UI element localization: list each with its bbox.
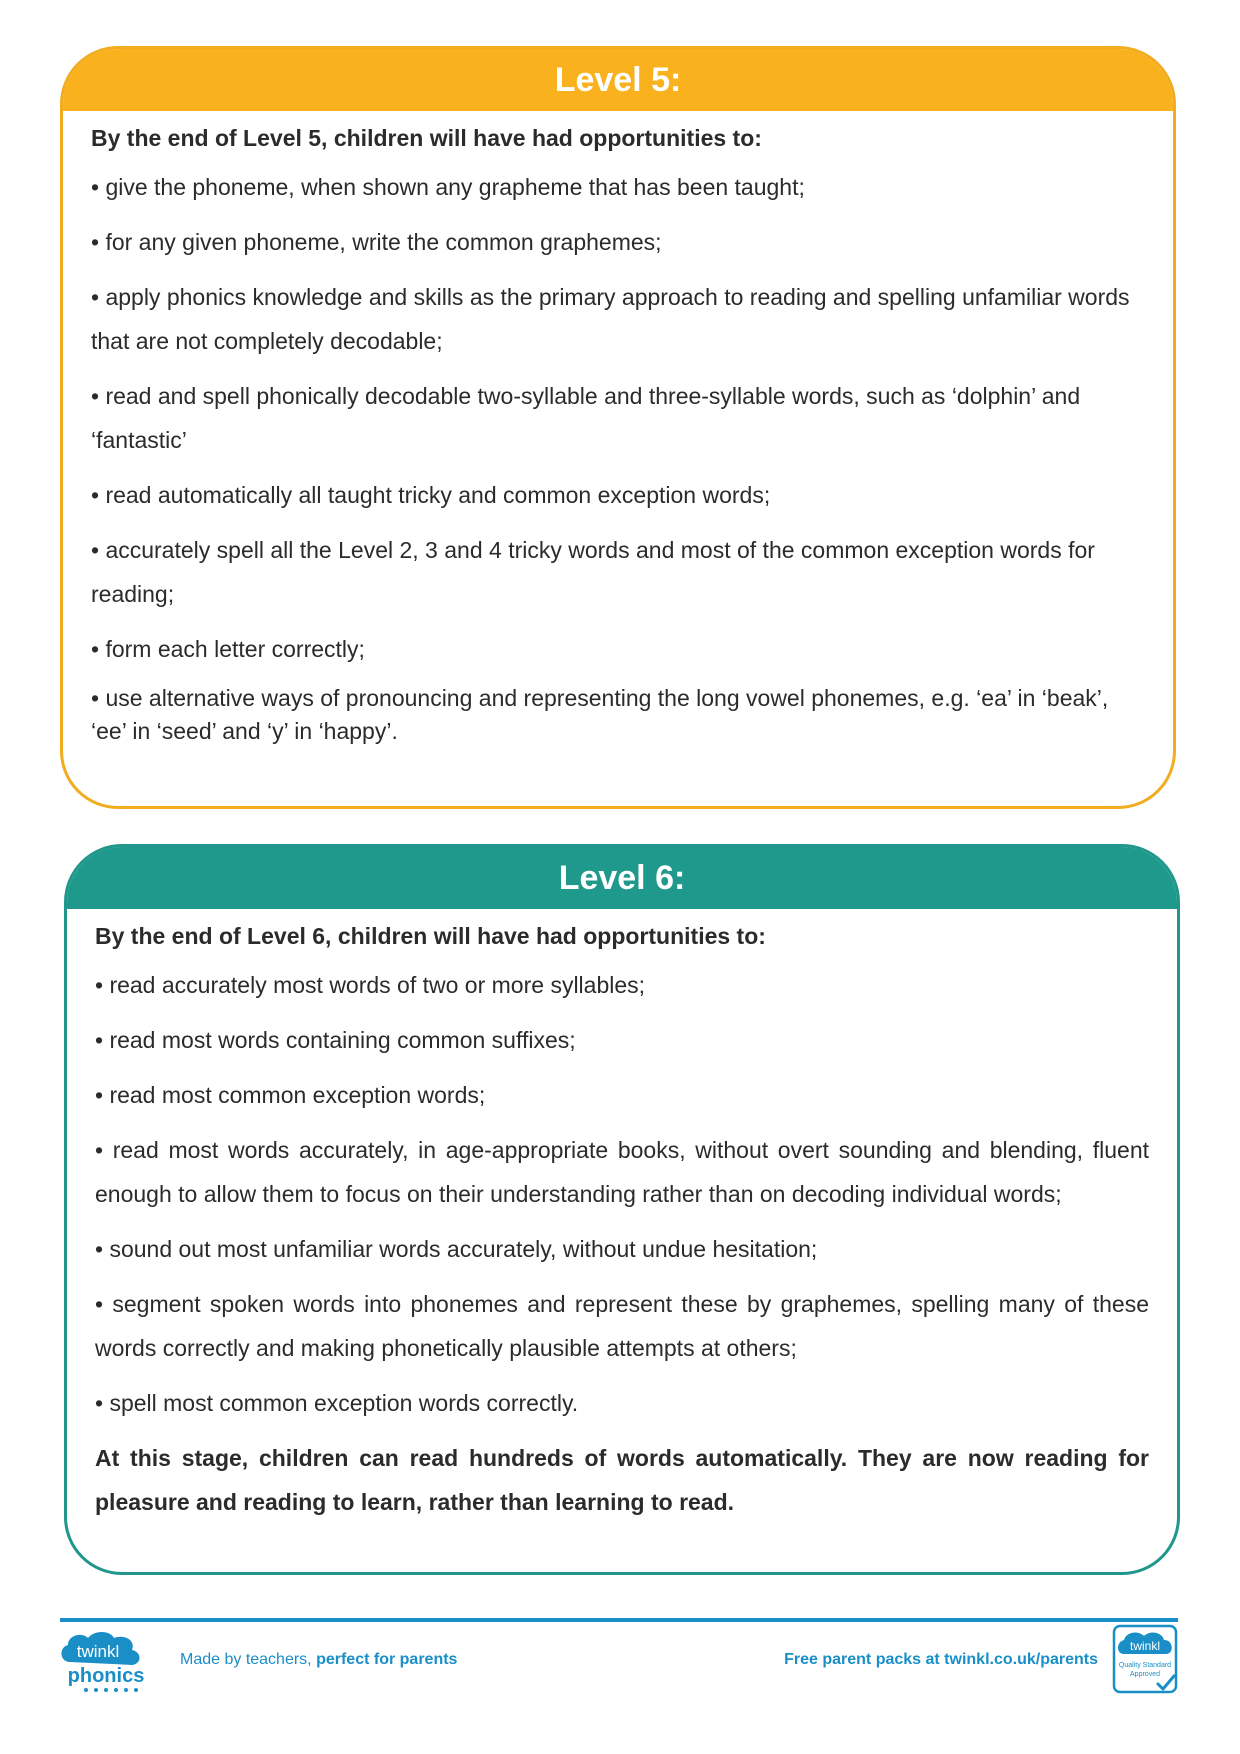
tagline-emphasis: perfect for parents (316, 1651, 458, 1668)
level-6-intro: By the end of Level 6, children will have had opportunities to: (95, 923, 766, 949)
logo-text-twinkl: twinkl (76, 1642, 120, 1661)
level-6-bullet: • segment spoken words into phonemes and represent these by graphemes, spelling many of these words correctly and making phonetically plausible attempts at others; (95, 1291, 1149, 1361)
level-6-bullet: • read most common exception words; (95, 1082, 486, 1108)
level-5-bullet: • for any given phoneme, write the common graphemes; (91, 229, 662, 255)
footer-divider (60, 1618, 1178, 1622)
quality-standard-badge (1112, 1624, 1180, 1696)
level-5-title: Level 5: (63, 49, 1173, 111)
level-6-bullet: • read accurately most words of two or more syllables; (95, 972, 646, 998)
level-5-intro: By the end of Level 5, children will have had opportunities to: (91, 125, 762, 151)
level-6-card (64, 844, 1180, 1575)
level-5-bullet: • accurately spell all the Level 2, 3 and 4 tricky words and most of the common exception words for reading; (91, 537, 1095, 607)
level-5-bullet: • give the phoneme, when shown any grapheme that has been taught; (91, 174, 805, 200)
level-5-bullet: • form each letter correctly; (91, 636, 365, 662)
level-6-bullet: • sound out most unfamiliar words accurately, without undue hesitation; (95, 1236, 818, 1262)
twinkl-phonics-logo (56, 1628, 156, 1698)
level-6-closing: At this stage, children can read hundreds of words automatically. They are now reading for pleasure and reading to learn, rather than learning to read. (95, 1445, 1149, 1515)
tagline-prefix: Made by teachers, (180, 1651, 312, 1668)
badge-line-1: Quality Standard (1118, 1662, 1172, 1669)
level-6-bullet: • read most words containing common suffixes; (95, 1027, 576, 1053)
parent-packs-link[interactable]: Free parent packs at twinkl.co.uk/parents (784, 1651, 1098, 1668)
level-6-bullet: • read most words accurately, in age-appropriate books, without overt sounding and blending, fluent enough to allow them to focus on their understanding rather than on decoding individual words; (95, 1137, 1149, 1207)
level-5-bullet: • apply phonics knowledge and skills as the primary approach to reading and spelling unfamiliar words that are not completely decodable; (91, 284, 1130, 354)
badge-brand-text: twinkl (1129, 1639, 1161, 1653)
logo-text-phonics: phonics (67, 1665, 145, 1687)
level-6-bullet: • spell most common exception words correctly. (95, 1390, 579, 1416)
badge-line-2: Approved (1130, 1671, 1160, 1678)
footer-tagline (180, 1651, 457, 1669)
level-6-title: Level 6: (67, 847, 1177, 909)
level-5-card (60, 46, 1176, 809)
level-5-bullet: • read and spell phonically decodable two-syllable and three-syllable words, such as ‘dolphin’ and ‘fantastic’ (91, 383, 1081, 453)
level-5-bullet: • read automatically all taught tricky and common exception words; (91, 482, 771, 508)
level-5-bullet: • use alternative ways of pronouncing and representing the long vowel phonemes, e.g. ‘ea’ in ‘beak’, ‘ee’ in ‘seed’ and ‘y’ in ‘happy’. (91, 685, 1109, 744)
